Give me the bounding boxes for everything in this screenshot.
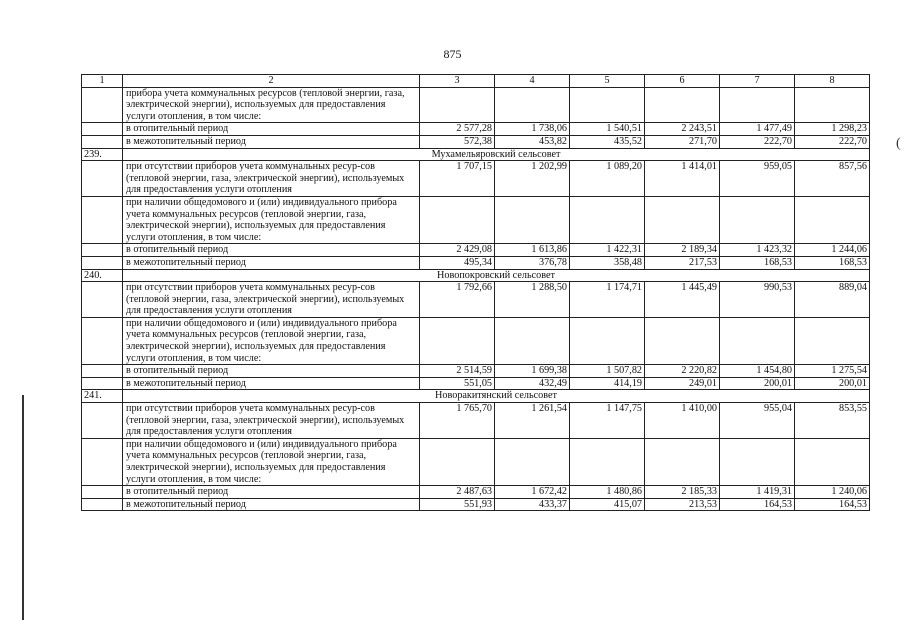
value-cell [495,196,570,243]
value-cell: 200,01 [720,377,795,390]
tariff-table [81,74,870,511]
value-cell [795,438,870,485]
value-cell [570,196,645,243]
row-description: при отсутствии приборов учета коммунальных ресур-сов (тепловой энергии, газа, электрической энергии), используемых для предоставления услуги отопления [123,403,420,439]
value-cell: 1 540,51 [570,123,645,136]
row-number [82,438,123,485]
row-number [82,282,123,318]
column-header: 8 [795,75,870,88]
value-cell: 168,53 [720,256,795,269]
value-cell: 1 414,01 [645,161,720,197]
value-cell [495,317,570,364]
row-number [82,244,123,257]
value-cell: 1 480,86 [570,486,645,499]
row-number [82,135,123,148]
row-number [82,161,123,197]
table-row [82,438,870,485]
value-cell [645,87,720,123]
value-cell: 1 147,75 [570,403,645,439]
value-cell: 889,04 [795,282,870,318]
table-row [82,256,870,269]
value-cell [645,317,720,364]
table-header-row [82,75,870,88]
row-description: в межотопительный период [123,135,420,148]
value-cell: 358,48 [570,256,645,269]
row-description: в отопительный период [123,365,420,378]
section-row [82,148,870,161]
value-cell: 2 185,33 [645,486,720,499]
table-row [82,282,870,318]
value-cell: 200,01 [795,377,870,390]
value-cell [420,438,495,485]
row-description: в межотопительный период [123,377,420,390]
value-cell [420,317,495,364]
value-cell [570,317,645,364]
table-row [82,498,870,511]
value-cell [720,317,795,364]
table-row [82,244,870,257]
value-cell: 1 738,06 [495,123,570,136]
value-cell: 1 275,54 [795,365,870,378]
row-number [82,498,123,511]
column-header: 1 [82,75,123,88]
value-cell: 222,70 [720,135,795,148]
row-number [82,486,123,499]
value-cell: 2 189,34 [645,244,720,257]
value-cell [795,196,870,243]
value-cell: 1 240,06 [795,486,870,499]
value-cell: 1 089,20 [570,161,645,197]
value-cell: 433,37 [495,498,570,511]
value-cell: 164,53 [795,498,870,511]
row-number [82,317,123,364]
value-cell: 222,70 [795,135,870,148]
value-cell: 1 477,49 [720,123,795,136]
row-description: в межотопительный период [123,498,420,511]
value-cell [795,87,870,123]
value-cell: 1 613,86 [495,244,570,257]
section-title: Новопокровский сельсовет [123,269,870,282]
column-header: 7 [720,75,795,88]
value-cell: 853,55 [795,403,870,439]
value-cell: 1 445,49 [645,282,720,318]
row-description: в отопительный период [123,486,420,499]
row-description: в отопительный период [123,244,420,257]
row-number: 241. [82,390,123,403]
scan-edge-mark [22,395,24,620]
value-cell: 2 577,28 [420,123,495,136]
value-cell [495,87,570,123]
value-cell: 1 261,54 [495,403,570,439]
value-cell: 990,53 [720,282,795,318]
value-cell: 857,56 [795,161,870,197]
value-cell [570,438,645,485]
value-cell: 1 419,31 [720,486,795,499]
value-cell: 1 423,32 [720,244,795,257]
value-cell: 168,53 [795,256,870,269]
section-row [82,269,870,282]
value-cell: 1 288,50 [495,282,570,318]
value-cell: 1 765,70 [420,403,495,439]
value-cell: 414,19 [570,377,645,390]
column-header: 5 [570,75,645,88]
row-description: при наличии общедомового и (или) индивидуального прибора учета коммунальных ресурсов (тепловой энергии, газа, электрической энергии), используемых для предоставления услуги отопления, в том числе: [123,317,420,364]
value-cell [570,87,645,123]
value-cell: 1 672,42 [495,486,570,499]
row-number: 239. [82,148,123,161]
column-header: 2 [123,75,420,88]
value-cell: 1 202,99 [495,161,570,197]
value-cell: 551,05 [420,377,495,390]
value-cell: 435,52 [570,135,645,148]
column-header: 6 [645,75,720,88]
section-row [82,390,870,403]
value-cell: 164,53 [720,498,795,511]
table-row [82,317,870,364]
value-cell: 432,49 [495,377,570,390]
value-cell: 376,78 [495,256,570,269]
value-cell: 453,82 [495,135,570,148]
row-number [82,377,123,390]
value-cell: 572,38 [420,135,495,148]
value-cell: 249,01 [645,377,720,390]
section-title: Мухамельяровский сельсовет [123,148,870,161]
row-number [82,87,123,123]
row-number [82,403,123,439]
margin-mark: ( [896,136,901,151]
value-cell: 959,05 [720,161,795,197]
value-cell: 551,93 [420,498,495,511]
value-cell: 1 792,66 [420,282,495,318]
value-cell: 1 244,06 [795,244,870,257]
value-cell [795,317,870,364]
row-description: прибора учета коммунальных ресурсов (тепловой энергии, газа, электрической энергии), используемых для предоставления услуги отопления, в том числе: [123,87,420,123]
table-row [82,135,870,148]
table-row [82,377,870,390]
value-cell: 495,34 [420,256,495,269]
column-header: 3 [420,75,495,88]
row-number [82,196,123,243]
value-cell: 2 487,63 [420,486,495,499]
row-description: при наличии общедомового и (или) индивидуального прибора учета коммунальных ресурсов (тепловой энергии, газа, электрической энергии), используемых для предоставления услуги отопления, в том числе: [123,196,420,243]
row-description: в отопительный период [123,123,420,136]
value-cell [645,196,720,243]
row-description: при отсутствии приборов учета коммунальных ресур-сов (тепловой энергии, газа, электрической энергии), используемых для предоставления услуги отопления [123,282,420,318]
value-cell: 2 514,59 [420,365,495,378]
value-cell [420,87,495,123]
row-number: 240. [82,269,123,282]
row-description: при наличии общедомового и (или) индивидуального прибора учета коммунальных ресурсов (тепловой энергии, газа, электрической энергии), используемых для предоставления услуги отопления, в том числе: [123,438,420,485]
table-row [82,403,870,439]
row-number [82,365,123,378]
value-cell: 415,07 [570,498,645,511]
table-row [82,123,870,136]
value-cell [720,438,795,485]
table-row [82,486,870,499]
value-cell: 1 410,00 [645,403,720,439]
value-cell: 1 298,23 [795,123,870,136]
value-cell: 1 507,82 [570,365,645,378]
value-cell: 217,53 [645,256,720,269]
row-description: при отсутствии приборов учета коммунальных ресур-сов (тепловой энергии, газа, электрической энергии), используемых для предоставления услуги отопления [123,161,420,197]
value-cell: 2 243,51 [645,123,720,136]
table-row [82,365,870,378]
value-cell [720,87,795,123]
table-row [82,161,870,197]
section-title: Новоракитянский сельсовет [123,390,870,403]
value-cell [495,438,570,485]
row-number [82,123,123,136]
row-number [82,256,123,269]
value-cell: 955,04 [720,403,795,439]
value-cell: 1 699,38 [495,365,570,378]
value-cell: 1 707,15 [420,161,495,197]
value-cell: 1 422,31 [570,244,645,257]
value-cell: 1 454,80 [720,365,795,378]
value-cell: 2 429,08 [420,244,495,257]
value-cell: 213,53 [645,498,720,511]
column-header: 4 [495,75,570,88]
page-number: 875 [443,47,462,61]
table-row [82,87,870,123]
value-cell [645,438,720,485]
row-description: в межотопительный период [123,256,420,269]
value-cell: 2 220,82 [645,365,720,378]
table-row [82,196,870,243]
value-cell: 1 174,71 [570,282,645,318]
value-cell [720,196,795,243]
value-cell [420,196,495,243]
value-cell: 271,70 [645,135,720,148]
